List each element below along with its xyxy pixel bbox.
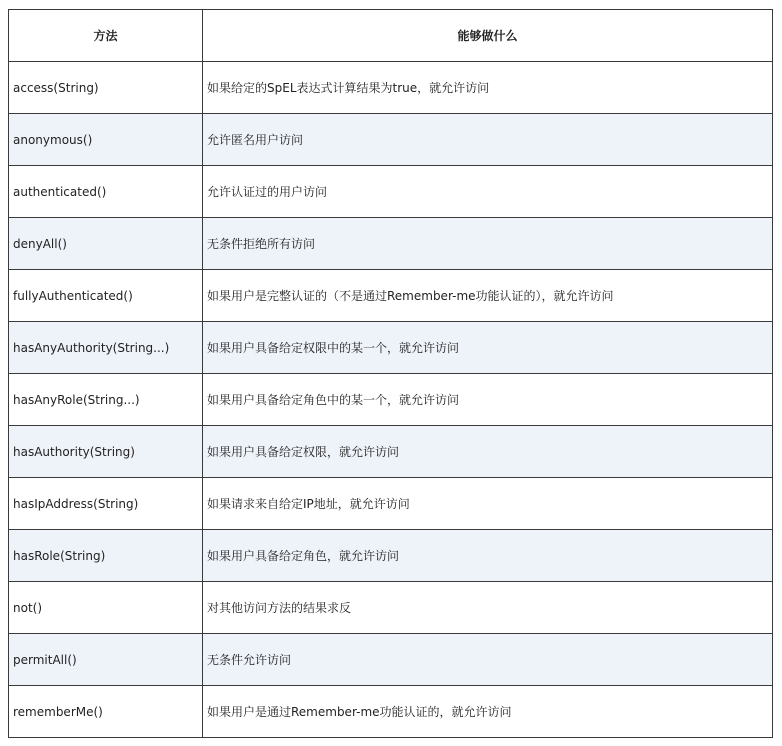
method-cell: rememberMe(): [9, 686, 203, 738]
method-cell: access(String): [9, 62, 203, 114]
method-cell: not(): [9, 582, 203, 634]
description-cell: 如果用户是通过Remember-me功能认证的，就允许访问: [203, 686, 773, 738]
table-row: [9, 426, 773, 478]
table-row: [9, 478, 773, 530]
header-method: 方法: [9, 10, 203, 62]
table-row: [9, 62, 773, 114]
method-cell: anonymous(): [9, 114, 203, 166]
description-cell: 对其他访问方法的结果求反: [203, 582, 773, 634]
method-cell: authenticated(): [9, 166, 203, 218]
header-description: 能够做什么: [203, 10, 773, 62]
method-cell: denyAll(): [9, 218, 203, 270]
method-cell: hasAnyRole(String...): [9, 374, 203, 426]
description-cell: 如果给定的SpEL表达式计算结果为true，就允许访问: [203, 62, 773, 114]
description-cell: 无条件允许访问: [203, 634, 773, 686]
methods-table: [8, 9, 773, 738]
table-row: [9, 166, 773, 218]
table-row: [9, 218, 773, 270]
description-cell: 如果用户具备给定角色中的某一个，就允许访问: [203, 374, 773, 426]
table-row: [9, 686, 773, 738]
description-cell: 允许匿名用户访问: [203, 114, 773, 166]
description-cell: 如果用户具备给定权限中的某一个，就允许访问: [203, 322, 773, 374]
description-cell: 如果用户具备给定角色，就允许访问: [203, 530, 773, 582]
methods-table-wrapper: [8, 9, 772, 738]
method-cell: hasAnyAuthority(String...): [9, 322, 203, 374]
table-row: [9, 582, 773, 634]
description-cell: 如果用户是完整认证的（不是通过Remember-me功能认证的），就允许访问: [203, 270, 773, 322]
method-cell: permitAll(): [9, 634, 203, 686]
method-cell: hasRole(String): [9, 530, 203, 582]
table-row: [9, 530, 773, 582]
description-cell: 如果用户具备给定权限，就允许访问: [203, 426, 773, 478]
table-row: [9, 322, 773, 374]
table-row: [9, 270, 773, 322]
table-row: [9, 634, 773, 686]
table-row: [9, 374, 773, 426]
description-cell: 无条件拒绝所有访问: [203, 218, 773, 270]
method-cell: fullyAuthenticated(): [9, 270, 203, 322]
description-cell: 如果请求来自给定IP地址，就允许访问: [203, 478, 773, 530]
table-header-row: [9, 10, 773, 62]
method-cell: hasIpAddress(String): [9, 478, 203, 530]
table-row: [9, 114, 773, 166]
description-cell: 允许认证过的用户访问: [203, 166, 773, 218]
method-cell: hasAuthority(String): [9, 426, 203, 478]
